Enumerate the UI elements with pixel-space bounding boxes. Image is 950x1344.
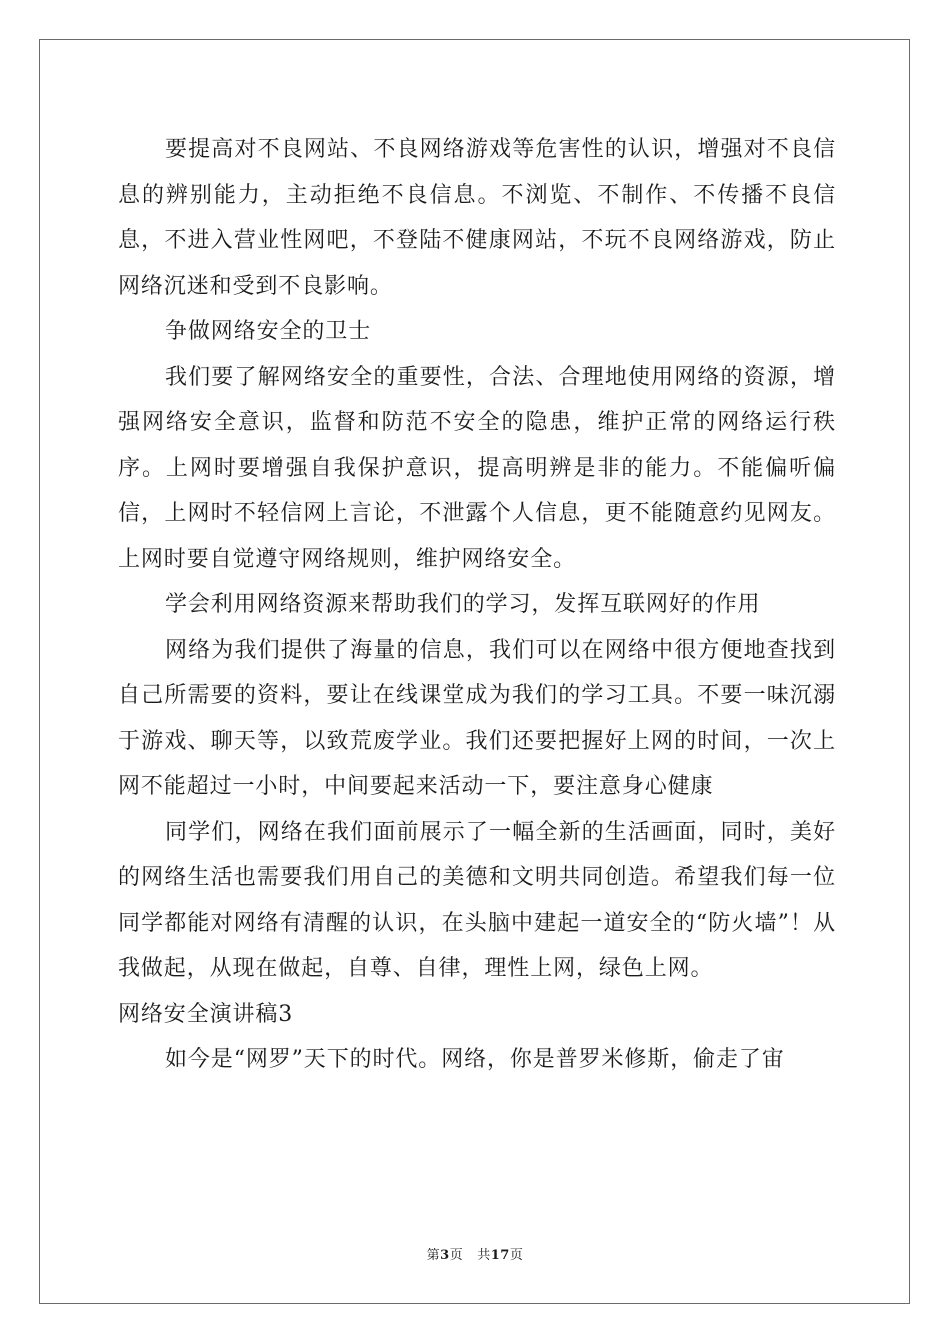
document-body (118, 127, 836, 1083)
total-prefix: 共 (477, 1248, 491, 1263)
total-suffix: 页 (509, 1248, 524, 1263)
speech-title-3: 网络安全演讲稿3 (118, 1001, 294, 1027)
paragraph-1: 要提高对不良网站、不良网络游戏等危害性的认识，增强对不良信息的辨别能力，主动拒绝不良信息。不浏览、不制作、不传播不良信息，不进入营业性网吧，不登陆不健康网站，不玩不良网络游戏，防止网络沉迷和受到不良影响。 (118, 137, 836, 299)
page-footer (0, 1244, 950, 1263)
page-number: 3 (440, 1248, 450, 1263)
page-suffix: 页 (449, 1248, 464, 1263)
paragraph-3: 网络为我们提供了海量的信息，我们可以在网络中很方便地查找到自己所需要的资料，要让在线课堂成为我们的学习工具。不要一味沉溺于游戏、聊天等，以致荒废学业。我们还要把握好上网的时间，一次上网不能超过一小时，中间要起来活动一下，要注意身心健康 (118, 637, 836, 799)
page-prefix: 第 (426, 1248, 441, 1263)
paragraph-2: 我们要了解网络安全的重要性，合法、合理地使用网络的资源，增强网络安全意识，监督和防范不安全的隐患，维护正常的网络运行秩序。上网时要增强自我保护意识，提高明辨是非的能力。不能偏听偏信，上网时不轻信网上言论，不泄露个人信息，更不能随意约见网友。上网时要自觉遵守网络规则，维护网络安全。 (118, 364, 836, 572)
section-heading-network-guardian: 争做网络安全的卫士 (165, 319, 372, 344)
section-heading-use-resources: 学会利用网络资源来帮助我们的学习，发挥互联网好的作用 (165, 592, 761, 617)
paragraph-4: 同学们，网络在我们面前展示了一幅全新的生活画面，同时，美好的网络生活也需要我们用自己的美德和文明共同创造。希望我们每一位同学都能对网络有清醒的认识，在头脑中建起一道安全的“防火墙”！从我做起，从现在做起，自尊、自律，理性上网，绿色上网。 (118, 819, 836, 981)
paragraph-5: 如今是“网罗”天下的时代。网络，你是普罗米修斯，偷走了宙 (165, 1047, 785, 1072)
total-pages: 17 (490, 1248, 510, 1263)
